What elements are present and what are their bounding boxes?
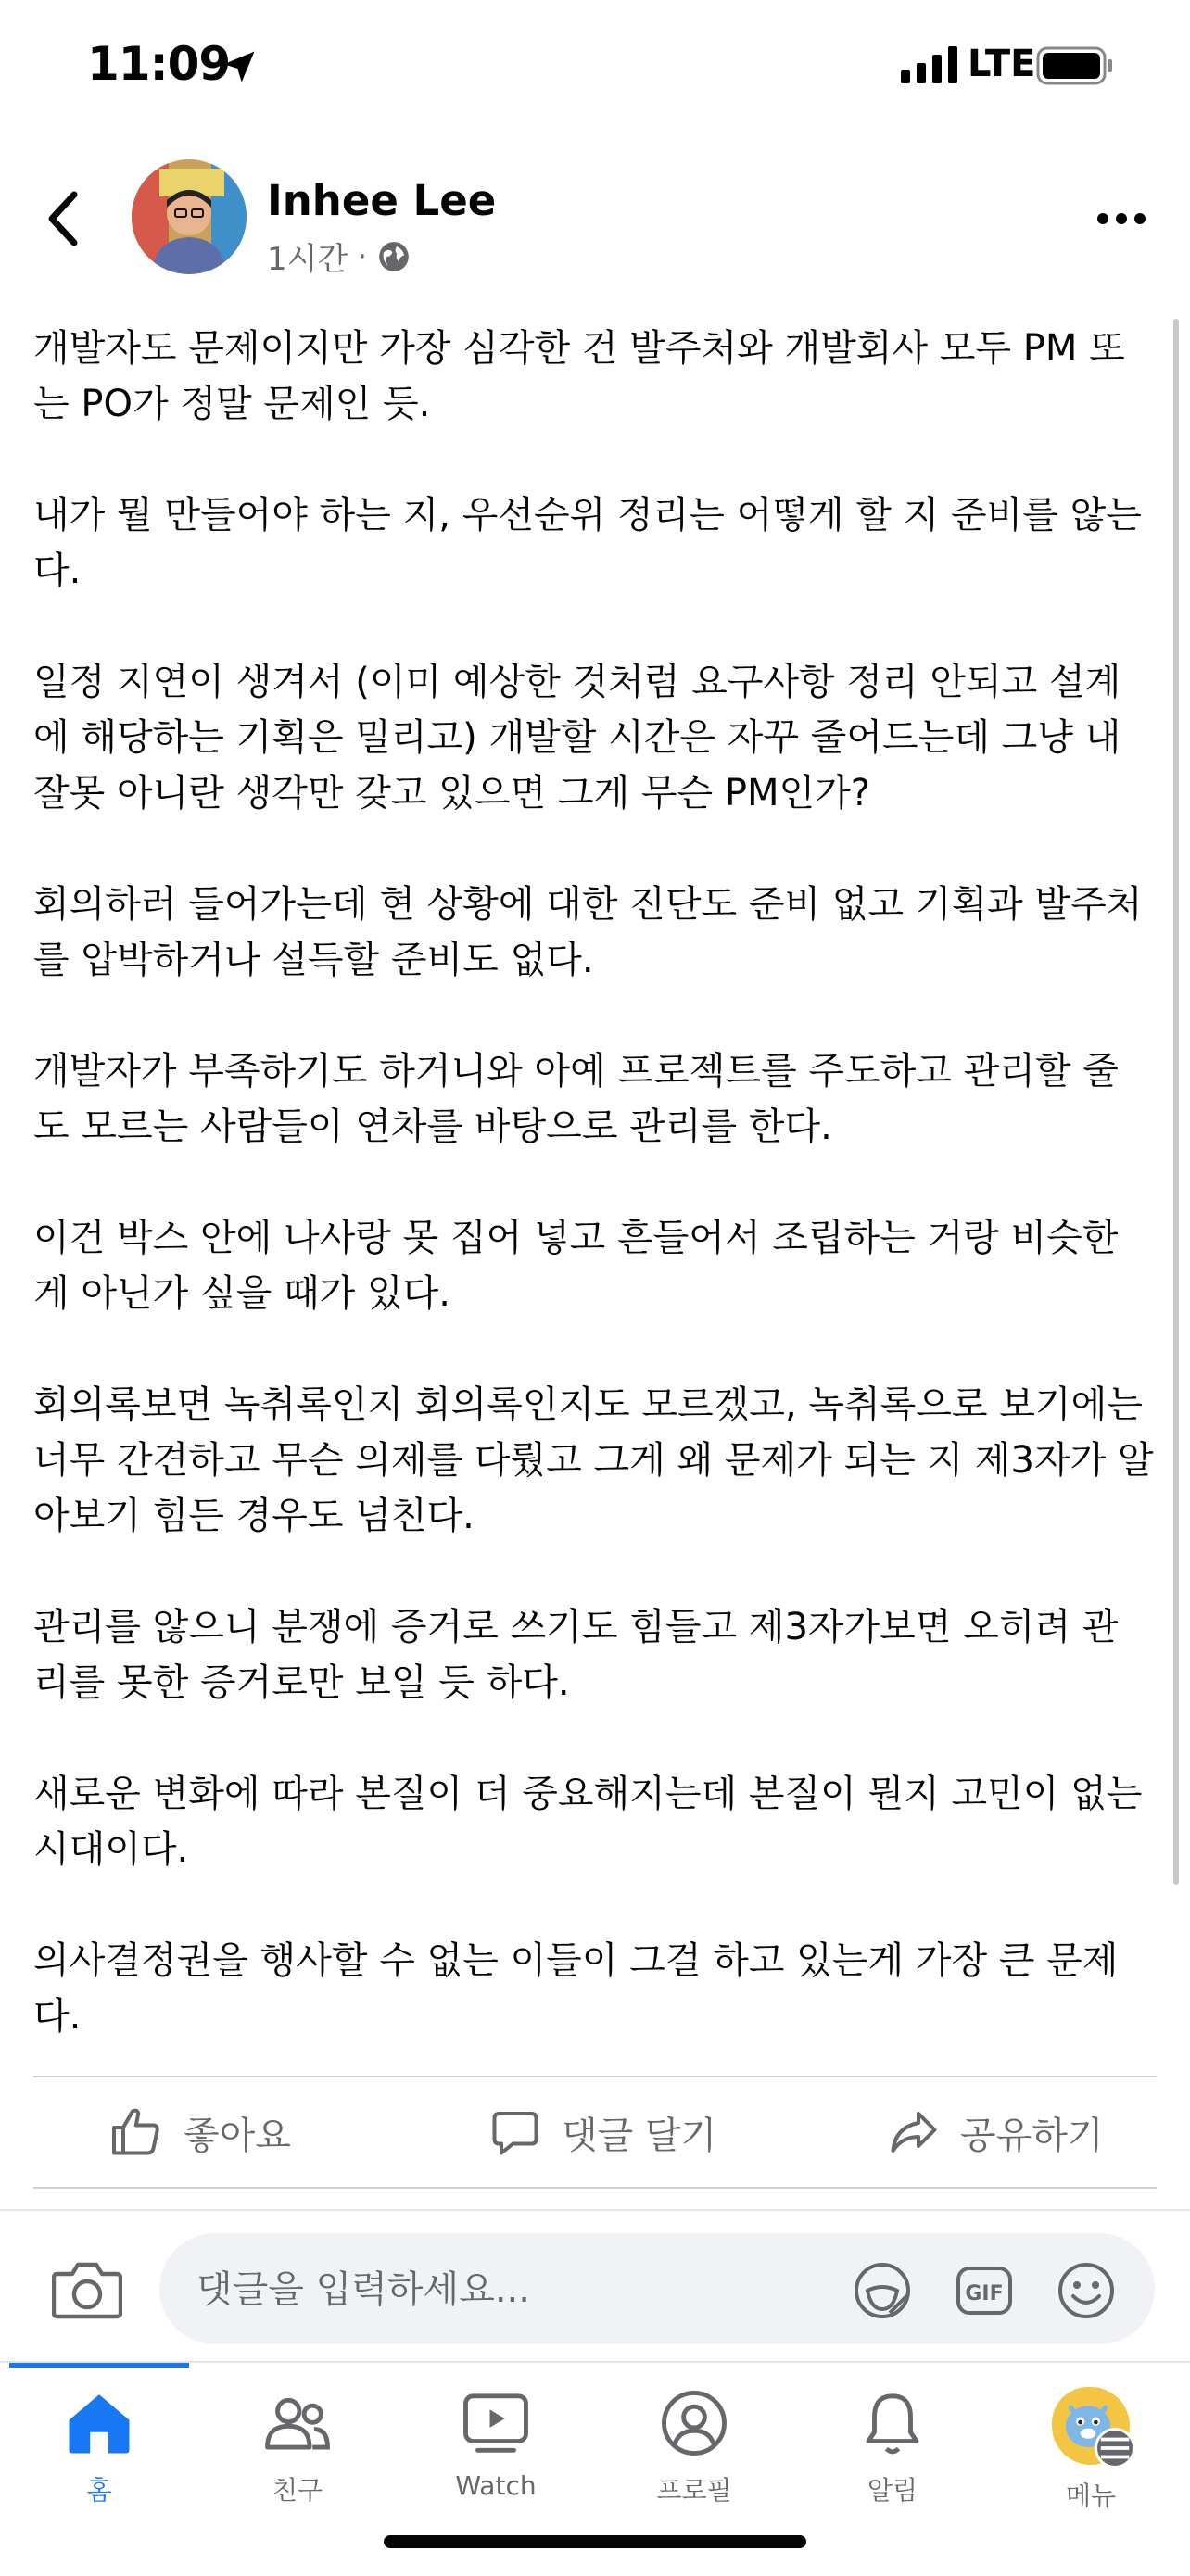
watch-icon [460,2387,532,2459]
share-button[interactable] [886,2077,1104,2187]
friends-icon [261,2387,334,2459]
globe-icon [376,239,411,274]
comment-button[interactable] [487,2077,716,2187]
tab-menu[interactable] [992,2387,1190,2535]
post-paragraph: 내가 뭘 만들어야 하는 지, 우선순위 정리는 어떻게 할 지 준비를 않는 다. [33,494,1142,592]
bell-icon [856,2387,929,2459]
more-options-icon[interactable] [1094,200,1149,237]
profile-icon [658,2387,730,2459]
comment-input[interactable] [195,2233,791,2346]
post-paragraph: 개발자가 부족하기도 하거니와 아예 프로젝트를 주도하고 관리할 줄 도 모르는 사람들이 연차를 바탕으로 관리를 한다. [33,1050,1119,1148]
tab-watch[interactable] [397,2387,595,2535]
post-paragraph: 이건 박스 안에 나사랑 못 집어 넣고 흔들어서 조립하는 거랑 비슷한 게 아닌가 싶을 때가 있다. [33,1217,1119,1315]
location-arrow-icon [219,46,260,87]
back-chevron-icon[interactable] [41,185,87,252]
like-label: 좋아요 [184,2114,291,2157]
tab-label: 홈 [86,2475,112,2506]
camera-icon[interactable] [52,2259,122,2320]
signal-icon [901,46,958,83]
post-time[interactable]: 1시간 [267,241,348,278]
menu-hamburger-icon [1095,2428,1135,2469]
author-name[interactable]: Inhee Lee [267,176,497,225]
post-paragraph: 개발자도 문제이지만 가장 심각한 건 발주처와 개발회사 모두 PM 또 는 PO가 정말 문제인 듯. [33,327,1125,425]
tab-friends[interactable] [198,2387,397,2535]
menu-avatar [1052,2387,1130,2465]
scrollbar[interactable] [1173,319,1179,1885]
svg-text:GIF: GIF [965,2282,1004,2305]
comment-input-container [159,2233,1155,2344]
post-paragraph: 새로운 변화에 따라 본질이 더 중요해지는데 본질이 뭔지 고민이 없는 시대이다. [33,1773,1143,1871]
network-type: LTE [968,43,1036,85]
status-time: 11:09 [87,37,231,91]
share-arrow-icon [886,2104,942,2160]
emoji-icon[interactable] [1057,2261,1116,2320]
post-paragraph: 회의록보면 녹취록인지 회의록인지도 모르겠고, 녹취록으로 보기에는 너무 간견하고 무슨 의제를 다뤘고 그게 왜 문제가 되는 지 제3자가 알 아보기 힘든 경우도 넘친다. [33,1383,1154,1537]
share-label: 공유하기 [960,2114,1104,2157]
sticker-icon[interactable] [853,2261,912,2320]
home-icon [63,2387,135,2459]
like-button[interactable] [109,2077,291,2187]
post-meta [267,234,411,279]
post-paragraph: 관리를 않으니 분쟁에 증거로 쓰기도 힘들고 제3자가보면 오히려 관 리를 못한 증거로만 보일 듯 하다. [33,1606,1119,1704]
tab-notifications[interactable] [793,2387,992,2535]
tab-label: 프로필 [656,2475,732,2506]
tab-profile[interactable] [595,2387,793,2535]
comment-bubble-icon [487,2104,543,2160]
tab-label: 알림 [867,2475,918,2506]
post-paragraph: 일정 지연이 생겨서 (이미 예상한 것처럼 요구사항 정리 안되고 설계 에 해당하는 기획은 밀리고) 개발할 시간은 자꾸 줄어드는데 그냥 내 잘못 아니란 생각만 갖고 있으면 그게 무슨 PM인가? [33,661,1121,814]
post-paragraph: 회의하러 들어가는데 현 상황에 대한 진단도 준비 없고 기획과 발주처 를 압박하거나 설득할 준비도 없다. [33,883,1143,981]
home-indicator[interactable] [384,2535,806,2548]
avatar-photo-icon [132,159,247,274]
comment-bar [0,2209,1190,2363]
comment-label: 댓글 달기 [562,2114,717,2157]
meta-separator: · [357,237,368,275]
post-body [33,321,1157,2044]
status-bar [0,0,1190,139]
tab-home[interactable] [0,2387,198,2535]
battery-icon [1036,46,1114,85]
divider [33,2187,1157,2189]
thumbs-up-icon [109,2104,165,2160]
tab-label: Watch [455,2470,537,2501]
active-tab-indicator [9,2363,189,2368]
post-paragraph: 의사결정권을 행사할 수 없는 이들이 그걸 하고 있는게 가장 큰 문제 다. [33,1939,1119,2038]
post-actions [33,2077,1157,2187]
author-avatar[interactable] [132,159,247,274]
tab-label: 친구 [272,2475,323,2506]
tab-label: 메뉴 [1065,2481,1117,2511]
gif-icon[interactable] [955,2261,1014,2320]
